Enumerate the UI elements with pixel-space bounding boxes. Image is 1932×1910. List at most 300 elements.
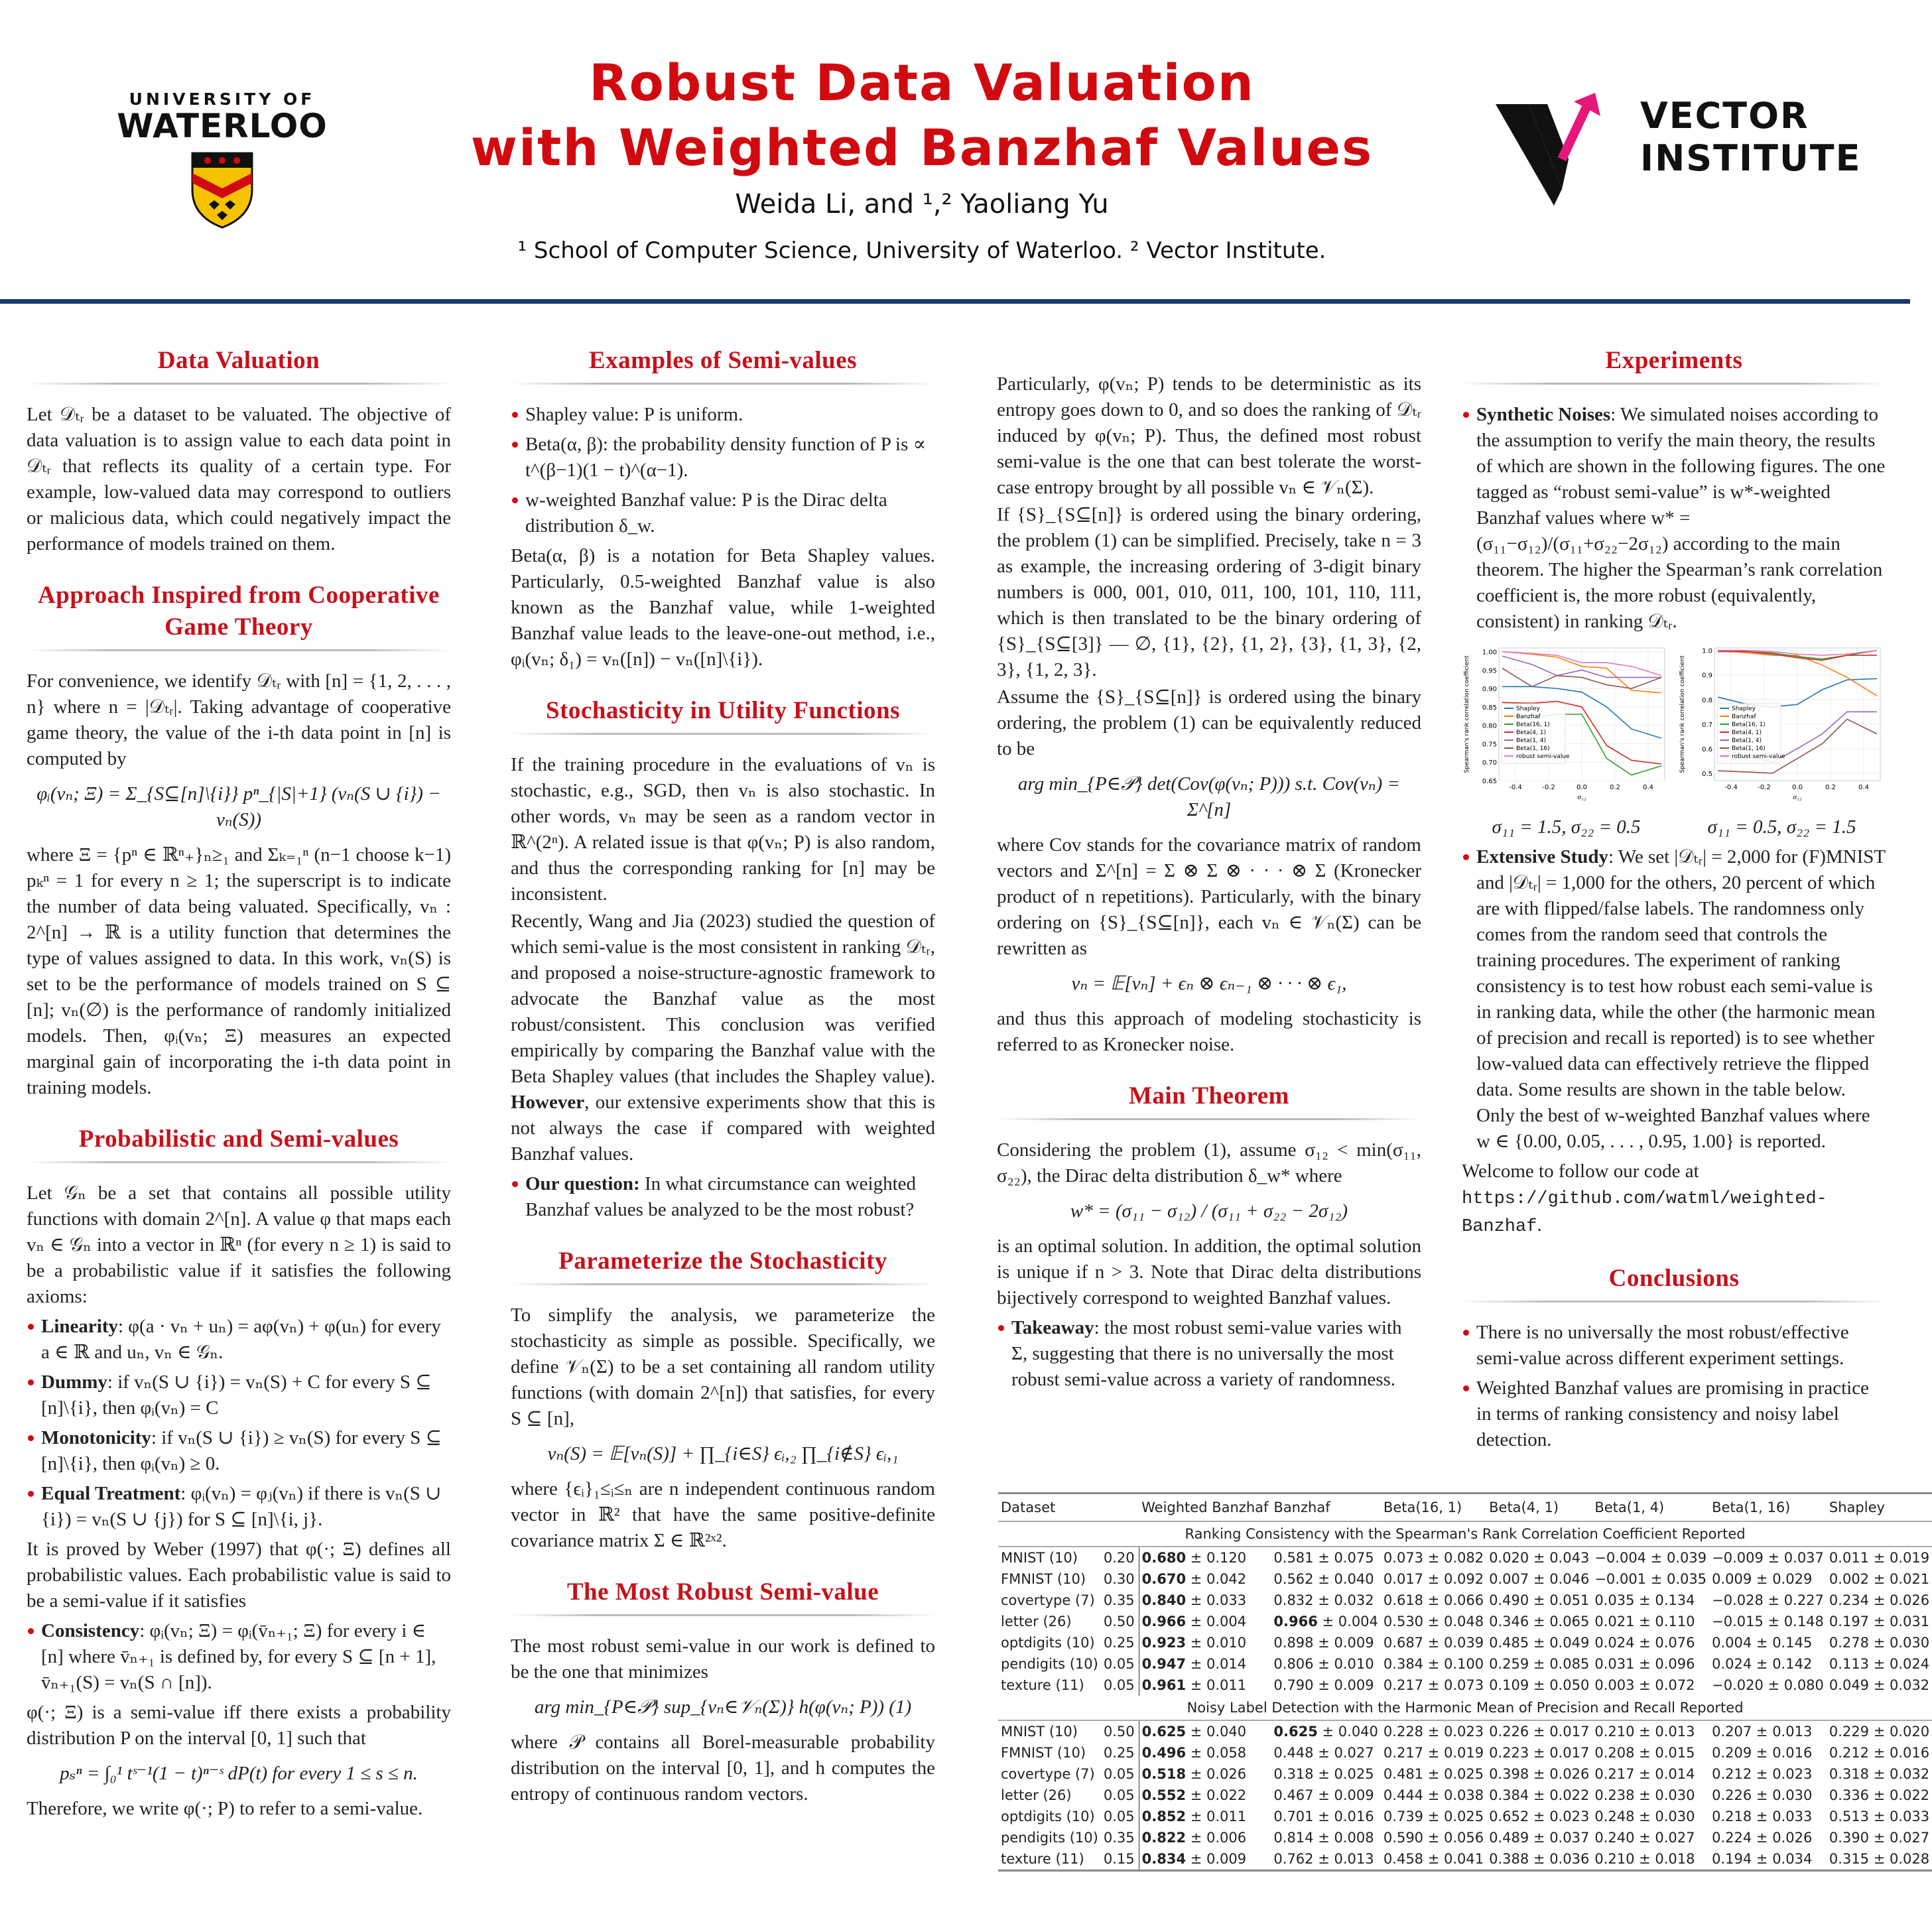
value-cell [1381,1611,1486,1632]
axiom-label: Monotonicity [41,1427,151,1448]
legend-label: Beta(16, 1) [1732,722,1766,728]
value-cell [1827,1675,1932,1696]
paragraph: If the training procedure in the evaluations of vₙ is stochastic, e.g., SGD, then vₙ is also stochastic. In other words, vₙ may be seen as a random vector in ℝ^(2ⁿ). A related issue is that φ(vₙ; P) is also random, and thus the corresponding ranking for [n] may be inconsistent. [511,754,935,905]
std-value: ± 0.056 [1423,1830,1484,1846]
mean-value: 0.390 [1829,1830,1870,1846]
vector-institute-logo [1496,90,1862,209]
x-tick-label: -0.4 [1724,784,1738,791]
std-value: ± 0.058 [1186,1745,1247,1761]
std-value: ± 0.020 [1869,1724,1930,1740]
std-value: ± 0.030 [1634,1787,1695,1803]
std-value: ± 0.096 [1634,1656,1695,1672]
dataset-cell: optdigits (10) [1001,1809,1095,1824]
y-tick-label: 0.7 [1702,721,1712,729]
best-w-cell: 0.35 [1101,1590,1139,1611]
uw-logo-line1: UNIVERSITY OF [129,90,316,109]
column-header: Beta(16, 1) [1381,1494,1486,1522]
dataset-cell: covertype (7) [1001,1592,1095,1608]
axiom-label: Linearity [41,1316,118,1337]
value-cell [1709,1806,1827,1827]
value-cell [1381,1632,1486,1653]
mean-value: 0.822 [1141,1830,1187,1846]
table-row [998,1806,1932,1827]
column-header: Shapley [1827,1494,1932,1522]
best-w-cell: 0.30 [1101,1568,1139,1590]
mean-value: 0.467 [1273,1787,1314,1803]
chart-1 [1462,641,1671,840]
legend-label: Beta(1, 4) [1732,737,1762,744]
value-cell [1139,1547,1271,1568]
mean-value: 0.278 [1829,1635,1870,1651]
column-header: Weighted Banzhaf [1139,1494,1271,1522]
value-cell [1709,1568,1827,1590]
paragraph: Therefore, we write φ(·; P) to refer to a semi-value. [27,1798,423,1819]
y-tick-label: 0.6 [1702,745,1712,753]
our-question [511,1171,935,1223]
mean-value: 0.388 [1489,1851,1529,1867]
x-axis-label: σ₁₂ [1577,793,1586,801]
x-tick-label: 0.2 [1610,784,1620,791]
std-value: ± 0.050 [1529,1677,1590,1693]
std-value: ± 0.034 [1752,1851,1813,1867]
mean-value: 0.814 [1273,1830,1314,1846]
legend-label: Beta(1, 16) [1732,745,1766,752]
value-cell [1139,1848,1271,1871]
std-value: ± 0.028 [1869,1851,1930,1867]
std-value: ± 0.024 [1869,1656,1930,1672]
legend-label: Shapley [1516,706,1541,712]
y-tick-label: 1.00 [1482,649,1497,657]
std-value: ± 0.013 [1313,1851,1374,1867]
value-cell [1271,1742,1381,1763]
std-value: ± 0.017 [1529,1745,1590,1761]
mean-value: 0.490 [1489,1592,1529,1608]
mean-value: 0.315 [1829,1851,1870,1867]
paragraph: where Ξ = {pⁿ ∈ ℝⁿ₊}ₙ≥₁ and Σₖ₌₁ⁿ (n−1 choose k−1) pₖⁿ = 1 for every n ≥ 1; the superscript is to indicate the number of data being valuated. Specifically, vₙ : 2^[n] → ℝ is a utility function that determines the type of values assigned to data. In this work, vₙ(S) is set to be the performance of models trained on S ⊆ [n]; vₙ(∅) is the performance of randomly initialized models. Then, φᵢ(vₙ; Ξ) measures an expected marginal gain of incorporating the i-th data point in training models. [27,844,451,1098]
value-cell [1592,1611,1709,1632]
std-value: ± 0.080 [1763,1677,1824,1693]
mean-value: 0.024 [1712,1656,1752,1672]
section-title: Conclusions [1462,1263,1886,1303]
best-w-cell: 0.35 [1101,1827,1139,1848]
chart-2 [1677,641,1886,840]
best-w-cell: 0.15 [1101,1848,1139,1871]
value-cell [1592,1590,1709,1611]
value-cell [1709,1742,1827,1763]
dataset-cell: optdigits (10) [1001,1635,1095,1651]
mean-value: 0.739 [1383,1809,1424,1824]
value-cell [1381,1675,1486,1696]
value-cell [1827,1742,1932,1763]
value-cell [1139,1806,1271,1827]
value-cell [1486,1568,1592,1590]
mean-value: −0.015 [1712,1614,1764,1629]
mean-value: 0.581 [1273,1550,1314,1566]
paragraph: It is proved by Weber (1997) that φ(·; Ξ) defines all probabilistic values. Each probabilistic value is said to be a semi-value if it satisfies [27,1539,451,1612]
axiom-text: : if vₙ(S ∪ {i}) ≥ vₙ(S) for every S ⊆ [n]\{i}, then φᵢ(vₙ) ≥ 0. [41,1427,442,1474]
best-w-cell: 0.25 [1101,1742,1139,1763]
table-row [998,1848,1932,1871]
mean-value: 0.035 [1594,1592,1635,1608]
section-most-robust [511,1576,935,1807]
paragraph: For convenience, we identify 𝒟ₜᵣ with [n] = {1, 2, . . . , n} where n = |𝒟ₜᵣ|. Taking advantage of cooperative game theory, the value of the i-th data point in [n] is computed by [27,670,451,769]
value-cell [1827,1547,1932,1568]
value-cell [1381,1653,1486,1675]
table-row [998,1763,1932,1785]
university-of-waterloo-logo [113,90,332,232]
table-row [998,1785,1932,1806]
std-value: ± 0.030 [1752,1787,1813,1803]
mean-value: 0.530 [1383,1614,1424,1629]
section-main-theorem [997,1080,1421,1393]
table-header-row [998,1494,1932,1522]
axiom-linearity [27,1314,451,1366]
paragraph: where Cov stands for the covariance matrix of random vectors and Σ^[n] = Σ ⊗ Σ ⊗ · · · ⊗ Σ (Kronecker product of n repetitions). Particularly, with the binary ordering on {S}_{S⊆[n]}, each vₙ ∈ 𝒱ₙ(Σ) can be rewritten as [997,834,1421,959]
std-value: ± 0.027 [1869,1830,1930,1846]
table-group-row [998,1696,1932,1720]
std-value: ± 0.041 [1423,1851,1484,1867]
mean-value: 0.947 [1141,1656,1187,1672]
value-cell [1827,1806,1932,1827]
legend-label: Shapley [1732,706,1756,712]
std-value: ± 0.030 [1634,1809,1695,1824]
axiom-text: : φᵢ(vₙ) = φⱼ(vₙ) if there is vₙ(S ∪ {i}) = vₙ(S ∪ {j}) for S ⊆ [n]\{i, j}. [41,1483,442,1530]
x-tick-label: 0.0 [1792,784,1803,791]
mean-value: 0.652 [1489,1809,1529,1824]
mean-value: 0.852 [1141,1809,1187,1824]
table-row [998,1547,1932,1568]
std-value: ± 0.026 [1529,1766,1590,1782]
value-cell [1381,1763,1486,1785]
paragraph: If {S}_{S⊆[n]} is ordered using the binary ordering, the problem (1) can be simplified. Precisely, take n = 3 as example, the increasing ordering of 3-digit binary numbers is 000, 001, 010, 011, 100, 101, 110, 111, which is then translated to be the binary ordering of {S}_{S⊆[3]} — ∅, {1}, {2}, {1, 2}, {3}, {1, 3}, {2, 3}, {1, 2, 3}. [997,504,1421,680]
paragraph: and thus this approach of modeling stochasticity is referred to as Kronecker noise. [997,1008,1421,1055]
value-cell [1592,1763,1709,1785]
section-parameterize [511,1245,935,1554]
std-value: ± 0.022 [1869,1787,1930,1803]
section-approach [27,580,451,1101]
std-value: ± 0.019 [1423,1745,1484,1761]
value-cell [1271,1763,1381,1785]
std-value: ± 0.072 [1634,1677,1695,1693]
text: , our extensive experiments show that this is not always the case if compared with weighted Banzhaf values. [511,1092,935,1165]
legend-label: Banzhaf [1732,714,1756,720]
bullet-text: : We simulated noises according to the assumption to verify the main theory, the results of which are shown in the following figures. The one tagged as “robust semi-value” is w*-weighted Banzhaf values where w* = (σ₁₁−σ₁₂)/(σ₁₁+σ₂₂−2σ₁₂) according to the main theorem. The higher the Spearman’s rank correlation coefficient is, the more robust (equivalently, consistent) in ranking 𝒟ₜᵣ. [1476,404,1886,632]
value-cell [1486,1848,1592,1871]
section-conclusions [1462,1263,1886,1453]
text: . [1537,1214,1542,1236]
mean-value: 0.680 [1141,1550,1187,1566]
mean-value: 0.217 [1383,1677,1424,1693]
std-value: ± 0.048 [1423,1614,1484,1629]
std-value: ± 0.082 [1423,1550,1484,1566]
y-tick-label: 0.70 [1482,759,1497,767]
x-tick-label: 0.4 [1643,784,1653,791]
example-item: w-weighted Banzhaf value: P is the Dirac delta distribution δ_w. [511,487,935,539]
chart-caption: σ₁₁ = 0.5, σ₂₂ = 1.5 [1707,816,1856,838]
value-cell [1592,1806,1709,1827]
value-cell [1709,1632,1827,1653]
best-w-cell: 0.05 [1101,1675,1139,1696]
mean-value: −0.028 [1712,1592,1764,1608]
value-cell [1271,1547,1381,1568]
value-cell [1271,1848,1381,1871]
mean-value: 0.024 [1594,1635,1635,1651]
table-row [998,1632,1932,1653]
mean-value: 0.009 [1712,1571,1752,1587]
value-cell [1271,1590,1381,1611]
mean-value: 0.234 [1829,1592,1870,1608]
mean-value: 0.670 [1141,1571,1187,1587]
value-cell [1592,1675,1709,1696]
x-axis-label: σ₁₂ [1793,793,1802,801]
mean-value: 0.240 [1594,1830,1635,1846]
std-value: ± 0.033 [1186,1592,1247,1608]
vector-logo-line2: INSTITUTE [1640,137,1862,179]
value-cell [1271,1653,1381,1675]
value-cell [1486,1611,1592,1632]
axiom-text: : if vₙ(S ∪ {i}) = vₙ(S) + C for every S ⊆ [n]\{i}, then φᵢ(vₙ) = C [41,1371,432,1419]
takeaway [997,1315,1421,1393]
y-tick-label: 0.95 [1482,667,1497,675]
std-value: ± 0.021 [1869,1571,1930,1587]
mean-value: 0.020 [1489,1550,1529,1566]
std-value: ± 0.009 [1186,1851,1247,1867]
paragraph: Beta(α, β) is a notation for Beta Shapley values. Particularly, 0.5-weighted Banzhaf value is also known as the Banzhaf value, while 1-weighted Banzhaf value leads to the leave-one-out method, i.e., φᵢ(vₙ; δ₁) = vₙ([n]) − vₙ([n]\{i}). [511,545,935,670]
paragraph: Particularly, φ(vₙ; P) tends to be deterministic as its entropy goes down to 0, and so does the ranking of 𝒟ₜᵣ induced by φ(vₙ; P). Thus, the defined most robust semi-value is the one that can best tolerate the worst-case entropy brought by all possible vₙ ∈ 𝒱ₙ(Σ). [997,373,1421,498]
dataset-cell: FMNIST (10) [1001,1571,1086,1587]
mean-value: 0.590 [1383,1830,1424,1846]
vector-logo-line1: VECTOR [1640,95,1809,137]
value-cell [1486,1785,1592,1806]
section-title: Stochasticity in Utility Functions [511,695,935,735]
std-value: ± 0.040 [1313,1571,1374,1587]
authors: Weida Li, and ¹,² Yaoliang Yu [735,189,1109,220]
section-data-valuation [27,345,451,557]
std-value: ± 0.017 [1529,1724,1590,1740]
value-cell [1592,1848,1709,1871]
std-value: ± 0.004 [1186,1614,1247,1629]
mean-value: 0.489 [1489,1830,1529,1846]
table-row [998,1675,1932,1696]
std-value: ± 0.025 [1423,1809,1484,1824]
mean-value: −0.009 [1712,1550,1764,1566]
dataset-cell: pendigits (10) [1001,1656,1098,1672]
synthetic-charts [1462,641,1886,840]
column-1 [27,345,451,1844]
synthetic-noises [1462,402,1886,635]
mean-value: 0.113 [1829,1656,1870,1672]
mean-value: 0.223 [1489,1745,1529,1761]
value-cell [1271,1568,1381,1590]
best-w-cell: 0.05 [1101,1763,1139,1785]
line-chart [1677,641,1886,810]
section-title: Parameterize the Stochasticity [511,1245,935,1285]
dataset-cell: MNIST (10) [1001,1724,1078,1740]
mean-value: 0.444 [1383,1787,1424,1803]
std-value: ± 0.013 [1634,1724,1695,1740]
mean-value: 0.834 [1141,1851,1187,1867]
mean-value: 0.518 [1141,1766,1187,1782]
mean-value: 0.458 [1383,1851,1424,1867]
y-tick-label: 0.9 [1702,672,1712,680]
dataset-cell: MNIST (10) [1001,1550,1078,1566]
std-value: ± 0.015 [1634,1745,1695,1761]
std-value: ± 0.008 [1313,1830,1374,1846]
mean-value: −0.004 [1594,1550,1647,1566]
std-value: ± 0.100 [1423,1656,1484,1672]
legend-label: Beta(4, 1) [1732,730,1762,736]
y-axis-label: Spearman's rank correlation coefficient [1464,655,1470,773]
paragraph: Considering the problem (1), assume σ₁₂ < min(σ₁₁, σ₂₂), the Dirac delta distribution δ_w* where [997,1139,1421,1186]
std-value: ± 0.026 [1752,1830,1813,1846]
value-cell [1139,1785,1271,1806]
std-value: ± 0.033 [1869,1809,1930,1824]
code-link[interactable]: https://github.com/watml/weighted-Banzhaf [1462,1189,1827,1237]
bullet-label: Extensive Study [1476,846,1609,867]
column-header: Beta(4, 1) [1486,1494,1592,1522]
table-row [998,1590,1932,1611]
value-cell [1486,1806,1592,1827]
value-cell [1486,1653,1592,1675]
table-row [998,1611,1932,1632]
section-title: Approach Inspired from Cooperative Game Theory [27,580,451,651]
value-cell [1381,1806,1486,1827]
equation-problem-1: arg min_{P∈𝒫} sup_{vₙ∈𝒱ₙ(Σ)} h(φ(vₙ; P)) (1) [534,1696,912,1718]
mean-value: 0.218 [1712,1809,1752,1824]
section-stochasticity [511,695,935,1223]
dataset-cell: FMNIST (10) [1001,1745,1086,1761]
column-2 [511,345,935,1830]
value-cell [1827,1848,1932,1871]
paragraph: is an optimal solution. In addition, the optimal solution is unique if n > 3. Note that Dirac delta distributions bijectively correspond to weighted Banzhaf values. [997,1236,1421,1308]
std-value: ± 0.009 [1313,1635,1374,1651]
value-cell [1709,1590,1827,1611]
paragraph: φ(·; Ξ) is a semi-value iff there exists a probability distribution P on the interval [0, 1] such that [27,1702,451,1749]
value-cell [1709,1785,1827,1806]
table-row [998,1742,1932,1763]
x-tick-label: 0.2 [1825,784,1836,791]
section-title: Experiments [1462,345,1886,385]
dataset-cell: texture (11) [1001,1677,1084,1693]
bullet-label: Synthetic Noises [1476,404,1611,425]
best-w-cell: 0.05 [1101,1806,1139,1827]
equation-utility: vₙ(S) = 𝔼[vₙ(S)] + ∏_{i∈S} ϵᵢ,₂ ∏_{i∉S} ϵᵢ,₁ [547,1443,899,1464]
mean-value: 0.003 [1594,1677,1635,1693]
mean-value: 0.238 [1594,1787,1635,1803]
value-cell [1827,1568,1932,1590]
std-value: ± 0.014 [1186,1656,1247,1672]
best-w-cell: 0.05 [1101,1785,1139,1806]
mean-value: 0.923 [1141,1635,1187,1651]
mean-value: 0.229 [1829,1724,1870,1740]
affiliations: ¹ School of Computer Science, University of Waterloo. ² Vector Institute. [517,237,1326,264]
section-probabilistic-semi-values [27,1123,451,1822]
std-value: ± 0.032 [1313,1592,1374,1608]
equation-semi-value: φᵢ(vₙ; Ξ) = Σ_{S⊆[n]\{i}} pⁿ_{|S|+1} (vₙ(S ∪ {i}) − vₙ(S)) [36,783,441,830]
axiom-monotonicity [27,1425,451,1477]
value-cell [1827,1653,1932,1675]
x-tick-label: -0.4 [1509,784,1522,791]
mean-value: 0.790 [1273,1677,1314,1693]
bullet-text: : We set |𝒟ₜᵣ| = 2,000 for (F)MNIST and |𝒟ₜᵣ| = 1,000 for the others, 20 percent of which are with flipped/false labels. The randomness only comes from the random seed that controls the training procedures. The experiment of ranking consistency is to test how robust each semi-value is in ranking data, while the other (the harmonic mean of precision and recall is reported) is to see whether low-valued data can effectively retrieve the flipped data. Some results are shown in the table below. Only the best of w-weighted Banzhaf values where w ∈ {0.00, 0.05, . . . , 0.95, 1.00} is reported. [1476,846,1886,1152]
std-value: ± 0.075 [1313,1550,1374,1566]
value-cell [1592,1632,1709,1653]
std-value: ± 0.027 [1313,1745,1374,1761]
value-cell [1139,1763,1271,1785]
x-tick-label: -0.2 [1542,784,1555,791]
legend-label: Beta(16, 1) [1516,722,1550,728]
mean-value: 0.346 [1489,1614,1529,1629]
mean-value: 0.210 [1594,1851,1635,1867]
axiom-label: Dummy [41,1371,107,1393]
section-experiments [1462,345,1886,1240]
value-cell [1381,1785,1486,1806]
mean-value: 0.318 [1273,1766,1314,1782]
std-value: ± 0.142 [1752,1656,1813,1672]
value-cell [1709,1720,1827,1742]
value-cell [1592,1568,1709,1590]
std-value: ± 0.016 [1752,1745,1813,1761]
mean-value: 0.840 [1141,1592,1187,1608]
table-row [998,1568,1932,1590]
section-title: Main Theorem [997,1080,1421,1120]
std-value: ± 0.036 [1529,1851,1590,1867]
uw-shield-icon [189,150,255,229]
std-value: ± 0.051 [1529,1592,1590,1608]
value-cell [1486,1742,1592,1763]
std-value: ± 0.066 [1423,1592,1484,1608]
std-value: ± 0.085 [1529,1656,1590,1672]
question-text: In what circumstance can weighted Banzhaf values be analyzed to be the most robust? [525,1173,916,1220]
takeaway-label: Takeaway [1011,1317,1094,1338]
example-item: Beta(α, β): the probability density function of P is ∝ t^(β−1)(1 − t)^(α−1). [511,432,935,483]
text: Welcome to follow our code at [1462,1161,1699,1182]
mean-value: 0.762 [1273,1851,1314,1867]
std-value: ± 0.049 [1529,1635,1590,1651]
paragraph: Let 𝒢ₙ be a set that contains all possible utility functions with domain 2^[n]. A value φ that maps each vₙ ∈ 𝒢ₙ into a vector in ℝⁿ (for every n ≥ 1) is said to be a probabilistic value if it satisfies the following axioms: [27,1182,451,1307]
std-value: ± 0.023 [1752,1766,1813,1782]
equation-kronecker: vₙ = 𝔼[vₙ] + ϵₙ ⊗ ϵₙ₋₁ ⊗ · · · ⊗ ϵ₁, [1071,973,1347,994]
y-tick-label: 0.90 [1482,686,1497,694]
mean-value: 0.021 [1594,1614,1635,1629]
table-row [998,1827,1932,1848]
value-cell [1381,1720,1486,1742]
mean-value: 0.259 [1489,1656,1529,1672]
table-row [998,1720,1932,1742]
legend-label: robust semi-value [1732,753,1785,760]
poster-title-line2: with Weighted Banzhaf Values [470,118,1374,177]
mean-value: 0.002 [1829,1571,1870,1587]
x-tick-label: 0.0 [1577,784,1587,791]
y-tick-label: 0.5 [1702,770,1712,778]
value-cell [1827,1827,1932,1848]
value-cell [1709,1763,1827,1785]
std-value: ± 0.040 [1186,1724,1247,1740]
value-cell [1381,1742,1486,1763]
value-cell [1139,1720,1271,1742]
value-cell [1139,1742,1271,1763]
paragraph [1462,1159,1886,1240]
mean-value: 0.384 [1489,1787,1529,1803]
poster-title-line1: Robust Data Valuation [589,53,1255,112]
mean-value: 0.017 [1383,1571,1424,1587]
value-cell [1827,1590,1932,1611]
value-cell [1592,1742,1709,1763]
value-cell [1486,1827,1592,1848]
value-cell [1592,1547,1709,1568]
best-w-cell: 0.25 [1101,1632,1139,1653]
value-cell [1139,1568,1271,1590]
